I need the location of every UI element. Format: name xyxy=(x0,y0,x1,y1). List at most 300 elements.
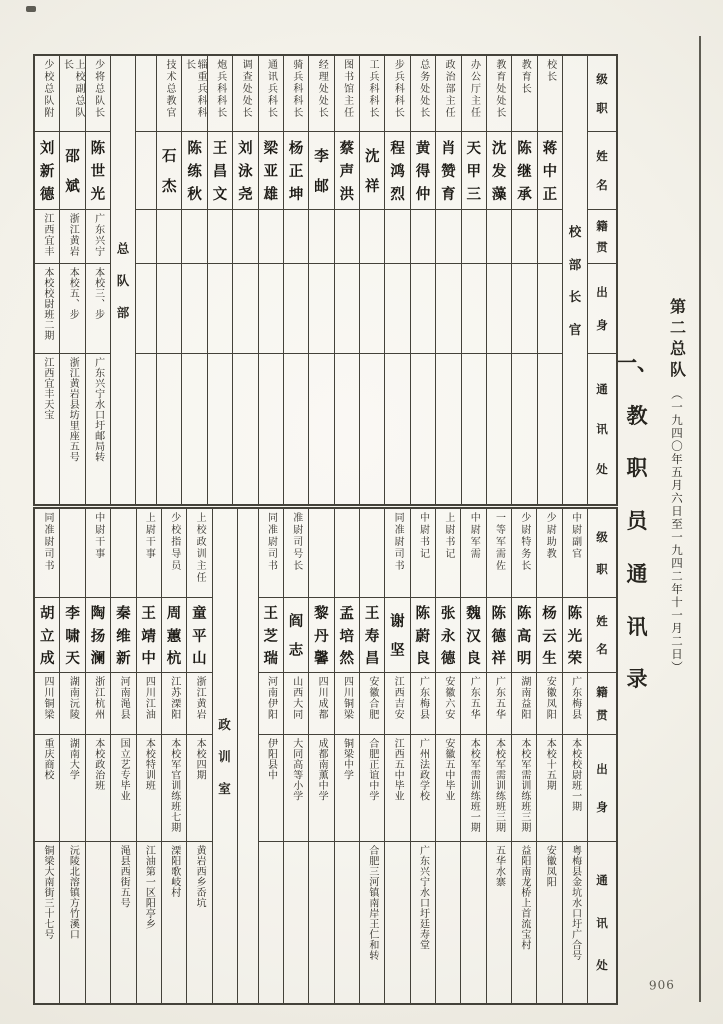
cell-name xyxy=(411,131,435,209)
cell-address: 铜梁大南街三十七号 xyxy=(35,841,59,1003)
cell-background: 成都南薰中学 xyxy=(309,734,333,841)
person-name: 蔡 声 洪 xyxy=(339,141,355,203)
cell-name xyxy=(111,597,135,672)
cell-name xyxy=(461,597,485,672)
cell-address xyxy=(284,353,308,504)
person-name: 李 邮 xyxy=(314,148,329,196)
cell-origin xyxy=(157,209,181,263)
person-name: 黄 得 仲 xyxy=(415,141,431,203)
blank-cell xyxy=(136,56,156,131)
cell-rank xyxy=(111,509,135,597)
group-label-column xyxy=(110,56,135,504)
person-name: 王 靖 中 xyxy=(141,606,156,667)
cell-background xyxy=(309,263,333,353)
person-name: 王 芝 瑞 xyxy=(263,606,278,667)
cell-address xyxy=(512,353,536,504)
cell-address xyxy=(385,841,409,1003)
person-name: 陈 德 祥 xyxy=(491,606,507,667)
cell-origin: 安徽合肥 xyxy=(360,672,384,734)
cell-rank: 上尉书记 xyxy=(442,512,454,560)
cell-rank: 少校指导员 xyxy=(168,512,180,572)
cell-origin xyxy=(208,209,232,263)
person-name: 陈 高 明 xyxy=(516,606,532,667)
cell-origin xyxy=(436,209,460,263)
blank-cell xyxy=(136,209,156,263)
cell-rank: 炮兵科科长 xyxy=(214,59,226,119)
cell-origin: 河南渑县 xyxy=(111,672,135,734)
header-label-籍贯: 籍 贯 xyxy=(588,672,616,734)
cell-origin xyxy=(182,209,206,263)
person-column xyxy=(35,56,59,504)
cell-rank: 教育长 xyxy=(519,59,531,95)
header-label-姓名: 姓 名 xyxy=(588,131,616,209)
cell-name xyxy=(284,131,308,209)
cell-name xyxy=(35,597,59,672)
cell-rank: 校长 xyxy=(544,59,556,83)
person-column xyxy=(334,56,359,504)
cell-background: 本校校尉班一期 xyxy=(563,734,587,841)
group-label-column xyxy=(562,56,587,504)
person-column xyxy=(110,509,135,1003)
header-label-籍贯: 籍 贯 xyxy=(588,209,616,263)
cell-name xyxy=(60,131,84,209)
header-label-通讯处: 通 讯 处 xyxy=(588,353,616,504)
person-column xyxy=(258,56,283,504)
person-column xyxy=(283,56,308,504)
cell-background: 大同高等小学 xyxy=(284,734,308,841)
cell-origin: 广东梅县 xyxy=(411,672,435,734)
cell-address xyxy=(538,353,562,504)
person-name: 刘 泳 尧 xyxy=(238,141,253,203)
person-name: 梁 亚 雄 xyxy=(263,141,278,203)
cell-name xyxy=(537,597,561,672)
person-name: 沈 祥 xyxy=(364,148,380,196)
cell-background xyxy=(360,263,384,353)
cell-origin: 四川铜梁 xyxy=(335,672,359,734)
cell-rank xyxy=(309,509,333,597)
cell-origin xyxy=(512,209,536,263)
cell-background xyxy=(436,263,460,353)
person-name: 杨 正 坤 xyxy=(288,141,304,203)
cell-name xyxy=(187,597,211,672)
cell-address xyxy=(259,353,283,504)
person-column xyxy=(486,509,511,1003)
person-name: 陈 蔚 良 xyxy=(415,606,431,667)
person-column xyxy=(536,509,561,1003)
cell-origin: 安徽凤阳 xyxy=(537,672,561,734)
person-column xyxy=(435,56,460,504)
cell-address xyxy=(182,353,206,504)
cell-origin: 浙江黄岩 xyxy=(187,672,211,734)
cell-rank: 步兵科科长 xyxy=(392,59,404,119)
cell-background xyxy=(208,263,232,353)
person-name: 黎 丹 馨 xyxy=(314,606,329,667)
person-name: 杨 云 生 xyxy=(542,606,557,667)
blank-cell xyxy=(136,353,156,504)
cell-origin: 广东梅县 xyxy=(563,672,587,734)
cell-rank xyxy=(60,509,84,597)
cell-background: 本校军需训练班一期 xyxy=(461,734,485,841)
cell-address xyxy=(233,353,257,504)
cell-origin: 广东兴宁 xyxy=(86,209,110,263)
person-column xyxy=(232,56,257,504)
group-label: 政 训 室 xyxy=(218,717,231,797)
cell-address xyxy=(360,353,384,504)
cell-name xyxy=(436,131,460,209)
person-column xyxy=(161,509,186,1003)
cell-background: 本校军需训练班三期 xyxy=(487,734,511,841)
person-column xyxy=(181,56,206,504)
person-column xyxy=(460,509,485,1003)
person-column xyxy=(59,509,84,1003)
cell-name xyxy=(259,131,283,209)
cell-rank: 技术总教官 xyxy=(163,59,175,119)
person-column xyxy=(136,509,161,1003)
cell-rank: 经理处处长 xyxy=(316,59,328,119)
cell-name xyxy=(512,131,536,209)
cell-name xyxy=(335,597,359,672)
cell-address: 浙江黄岩县坊里座五号 xyxy=(60,353,84,504)
person-column xyxy=(359,56,384,504)
cell-rank: 图书馆主任 xyxy=(341,59,353,119)
person-column xyxy=(384,56,409,504)
cell-name xyxy=(360,597,384,672)
cell-background xyxy=(233,263,257,353)
cell-rank: 工兵科科长 xyxy=(366,59,378,119)
cell-name xyxy=(284,597,308,672)
cell-address xyxy=(436,841,460,1003)
cell-rank: 办公厅主任 xyxy=(468,59,480,119)
group-label-column xyxy=(212,509,237,1003)
cell-name xyxy=(60,597,84,672)
cell-origin xyxy=(233,209,257,263)
blank-cell xyxy=(238,509,258,1003)
cell-background xyxy=(462,263,486,353)
person-column xyxy=(186,509,211,1003)
page-number: 906 xyxy=(648,977,676,993)
person-column xyxy=(359,509,384,1003)
cell-background: 安徽五中毕业 xyxy=(436,734,460,841)
person-name: 蒋 中 正 xyxy=(542,141,558,203)
person-column xyxy=(511,509,536,1003)
person-name: 胡 立 成 xyxy=(40,606,55,667)
person-column xyxy=(85,509,110,1003)
cell-background: 合肥正谊中学 xyxy=(360,734,384,841)
person-name: 秦 维 新 xyxy=(116,606,131,667)
header-label-通讯处: 通 讯 处 xyxy=(588,841,616,1003)
cell-origin xyxy=(411,209,435,263)
cell-address: 合肥三河镇南岸王仁和转 xyxy=(360,841,384,1003)
cell-rank: 辎重兵科科长 xyxy=(183,59,207,119)
cell-address xyxy=(487,353,511,504)
cell-name xyxy=(35,131,59,209)
cell-rank: 少校总队附 xyxy=(41,59,53,119)
person-column xyxy=(85,56,110,504)
cell-name xyxy=(512,597,536,672)
cell-background: 国立艺专毕业 xyxy=(111,734,135,841)
person-column xyxy=(156,56,181,504)
cell-origin: 湖南沅陵 xyxy=(60,672,84,734)
person-name: 王 寿 昌 xyxy=(364,606,380,667)
cell-name xyxy=(563,597,587,672)
cell-rank: 骑兵科科长 xyxy=(290,59,302,119)
cell-address: 粤梅县金坑水口圩广合号 xyxy=(563,841,587,1003)
blank-column xyxy=(237,509,258,1003)
cell-rank: 上校政训主任 xyxy=(194,512,206,584)
person-column xyxy=(384,509,409,1003)
group-label: 总 队 部 xyxy=(116,241,130,321)
blank-cell xyxy=(136,131,156,209)
cell-rank xyxy=(335,509,359,597)
cell-rank: 准尉司号长 xyxy=(290,512,302,572)
cell-origin: 湖南益阳 xyxy=(512,672,536,734)
cell-background: 重庆商校 xyxy=(35,734,59,841)
chapter-title-main: 第二总队 xyxy=(667,298,685,382)
chapter-title xyxy=(659,298,693,938)
cell-origin: 浙江杭州 xyxy=(86,672,110,734)
cell-background xyxy=(182,263,206,353)
cell-background: 本校三、步 xyxy=(86,263,110,353)
cell-address xyxy=(86,841,110,1003)
header-label-出身: 出 身 xyxy=(588,734,616,841)
cell-background xyxy=(284,263,308,353)
chapter-title-dates: （一九四〇年五月六日至一九四二年十一月二日） xyxy=(670,388,682,674)
person-column xyxy=(435,509,460,1003)
cell-address: 沅陵北溶镇方竹溪口 xyxy=(60,841,84,1003)
cell-name xyxy=(233,131,257,209)
cell-address: 溧阳歌岐村 xyxy=(162,841,186,1003)
cell-name xyxy=(182,131,206,209)
cell-address xyxy=(335,353,359,504)
cell-rank: 同准尉司书 xyxy=(392,512,404,572)
cell-name xyxy=(385,597,409,672)
cell-name xyxy=(335,131,359,209)
cell-rank: 同准尉司书 xyxy=(265,512,277,572)
cell-origin xyxy=(284,209,308,263)
cell-name xyxy=(162,597,186,672)
person-column xyxy=(207,56,232,504)
person-column xyxy=(35,509,59,1003)
person-name: 童 平 山 xyxy=(192,606,207,667)
cell-name xyxy=(137,597,161,672)
person-column xyxy=(258,509,283,1003)
cell-address xyxy=(335,841,359,1003)
person-column xyxy=(511,56,536,504)
person-name: 阎 志 xyxy=(288,613,304,660)
cell-origin: 江西吉安 xyxy=(385,672,409,734)
person-column xyxy=(461,56,486,504)
cell-rank: 少将总队长 xyxy=(92,59,104,119)
person-name: 李 啸 天 xyxy=(65,606,80,667)
cell-background: 湖南大学 xyxy=(60,734,84,841)
cell-background: 本校五、步 xyxy=(60,263,84,353)
blank-column-ruled xyxy=(135,56,156,504)
upper-table-headquarters-staff xyxy=(33,54,618,506)
cell-rank: 政治部主任 xyxy=(443,59,455,119)
header-label-级职: 级 职 xyxy=(596,74,608,115)
cell-name xyxy=(157,131,181,209)
person-name: 陈 世 光 xyxy=(90,141,106,203)
cell-origin: 江西宜丰 xyxy=(35,209,59,263)
cell-address: 安徽凤阳 xyxy=(537,841,561,1003)
cell-address: 江西宜丰天宝 xyxy=(35,353,59,504)
cell-background: 本校军需训练班三期 xyxy=(512,734,536,841)
person-name: 陶 扬 澜 xyxy=(90,606,106,667)
person-name: 陈 光 荣 xyxy=(567,606,583,667)
cell-name xyxy=(436,597,460,672)
cell-address xyxy=(208,353,232,504)
cell-background: 本校四期 xyxy=(187,734,211,841)
cell-background: 本校特训班 xyxy=(137,734,161,841)
cell-origin: 四川江油 xyxy=(137,672,161,734)
page-edge-rule xyxy=(699,36,701,1002)
cell-origin xyxy=(538,209,562,263)
cell-name xyxy=(538,131,562,209)
cell-origin: 浙江黄岩 xyxy=(60,209,84,263)
cell-address xyxy=(157,353,181,504)
cell-origin xyxy=(259,209,283,263)
person-name: 沈 发 藻 xyxy=(491,141,507,203)
cell-address: 江油第一区阳亭乡 xyxy=(137,841,161,1003)
person-column xyxy=(410,56,435,504)
cell-name xyxy=(309,131,333,209)
cell-origin: 广东五华 xyxy=(461,672,485,734)
person-name: 王 昌 文 xyxy=(212,141,228,203)
cell-origin: 四川成都 xyxy=(309,672,333,734)
lower-table-corps-staff xyxy=(33,507,618,1005)
cell-origin: 江苏溧阳 xyxy=(162,672,186,734)
cell-name xyxy=(86,131,110,209)
cell-name xyxy=(208,131,232,209)
cell-origin: 四川铜梁 xyxy=(35,672,59,734)
person-name: 邵 斌 xyxy=(65,148,80,196)
scan-smudge xyxy=(26,6,36,12)
cell-background xyxy=(487,263,511,353)
cell-address xyxy=(436,353,460,504)
cell-background: 铜梁中学 xyxy=(335,734,359,841)
person-name: 陈 练 秋 xyxy=(187,141,202,203)
cell-name xyxy=(487,131,511,209)
cell-address: 益阳南龙桥上首流宝村 xyxy=(512,841,536,1003)
cell-background: 江西五中毕业 xyxy=(385,734,409,841)
person-column xyxy=(562,509,587,1003)
cell-rank: 调查处处长 xyxy=(240,59,252,119)
cell-rank: 中尉军需 xyxy=(468,512,480,560)
cell-address xyxy=(284,841,308,1003)
cell-address: 渑县西街五号 xyxy=(111,841,135,1003)
cell-rank: 总务处处长 xyxy=(417,59,429,119)
cell-origin: 河南伊阳 xyxy=(259,672,283,734)
column-headers xyxy=(587,56,616,504)
cell-origin xyxy=(385,209,409,263)
cell-name xyxy=(487,597,511,672)
cell-origin xyxy=(309,209,333,263)
cell-name xyxy=(360,131,384,209)
person-name: 肖 赞 育 xyxy=(441,141,456,203)
person-name: 天 甲 三 xyxy=(466,141,481,203)
cell-address: 五华水寨 xyxy=(487,841,511,1003)
person-name: 石 杰 xyxy=(161,148,177,196)
cell-address: 黄岩西乡岙坑 xyxy=(187,841,211,1003)
header-label-级职: 级 职 xyxy=(596,531,608,577)
cell-rank: 中尉干事 xyxy=(92,512,104,560)
section-title: 一、 教 职 员 通 讯 录 xyxy=(616,350,658,692)
cell-background: 本校校尉班二期 xyxy=(35,263,59,353)
cell-rank: 上尉干事 xyxy=(143,512,155,560)
column-headers xyxy=(587,509,616,1003)
cell-rank: 少尉助教 xyxy=(544,512,556,560)
person-name: 陈 继 承 xyxy=(517,141,532,203)
cell-origin: 山西大同 xyxy=(284,672,308,734)
cell-background xyxy=(512,263,536,353)
person-column xyxy=(334,509,359,1003)
header-label-出身: 出 身 xyxy=(588,263,616,353)
cell-address xyxy=(462,353,486,504)
cell-rank: 中尉副官 xyxy=(569,512,581,560)
cell-rank: 通讯兵科长 xyxy=(265,59,277,119)
cell-background xyxy=(335,263,359,353)
cell-rank: 一等军需佐 xyxy=(493,512,505,572)
cell-origin xyxy=(335,209,359,263)
person-name: 张 永 德 xyxy=(440,606,456,667)
cell-origin xyxy=(487,209,511,263)
cell-origin xyxy=(360,209,384,263)
cell-address xyxy=(411,353,435,504)
cell-rank: 少尉特务长 xyxy=(518,512,530,572)
person-column xyxy=(537,56,562,504)
person-column xyxy=(59,56,84,504)
person-name: 魏 汉 良 xyxy=(466,606,481,667)
cell-address xyxy=(309,841,333,1003)
cell-background xyxy=(411,263,435,353)
cell-name xyxy=(259,597,283,672)
cell-rank: 中尉书记 xyxy=(417,512,429,560)
cell-background: 伊阳县中 xyxy=(259,734,283,841)
person-column xyxy=(410,509,435,1003)
cell-rank: 同准尉司书 xyxy=(42,512,54,572)
cell-name xyxy=(411,597,435,672)
cell-origin: 安徽六安 xyxy=(436,672,460,734)
person-name: 程 鸿 烈 xyxy=(390,141,405,203)
cell-background: 本校十五期 xyxy=(537,734,561,841)
cell-address xyxy=(259,841,283,1003)
person-column xyxy=(486,56,511,504)
blank-cell xyxy=(136,263,156,353)
cell-address: 广东兴宁水口圩邮局转 xyxy=(86,353,110,504)
cell-rank xyxy=(360,509,384,597)
group-label: 校 部 长 官 xyxy=(568,225,582,337)
cell-background: 本校军官训练班七期 xyxy=(162,734,186,841)
cell-name xyxy=(309,597,333,672)
cell-background xyxy=(385,263,409,353)
cell-name xyxy=(86,597,110,672)
cell-rank: 上校副总队长 xyxy=(61,59,84,119)
person-column xyxy=(308,509,333,1003)
cell-name xyxy=(462,131,486,209)
cell-background xyxy=(538,263,562,353)
person-name: 孟 培 然 xyxy=(339,606,354,667)
cell-background xyxy=(259,263,283,353)
cell-address xyxy=(385,353,409,504)
cell-address xyxy=(309,353,333,504)
person-column xyxy=(308,56,333,504)
person-name: 周 蕙 杭 xyxy=(166,606,182,667)
cell-background: 广州法政学校 xyxy=(411,734,435,841)
person-column xyxy=(283,509,308,1003)
cell-background: 本校政治班 xyxy=(86,734,110,841)
cell-address xyxy=(461,841,485,1003)
header-label-姓名: 姓 名 xyxy=(588,597,616,672)
